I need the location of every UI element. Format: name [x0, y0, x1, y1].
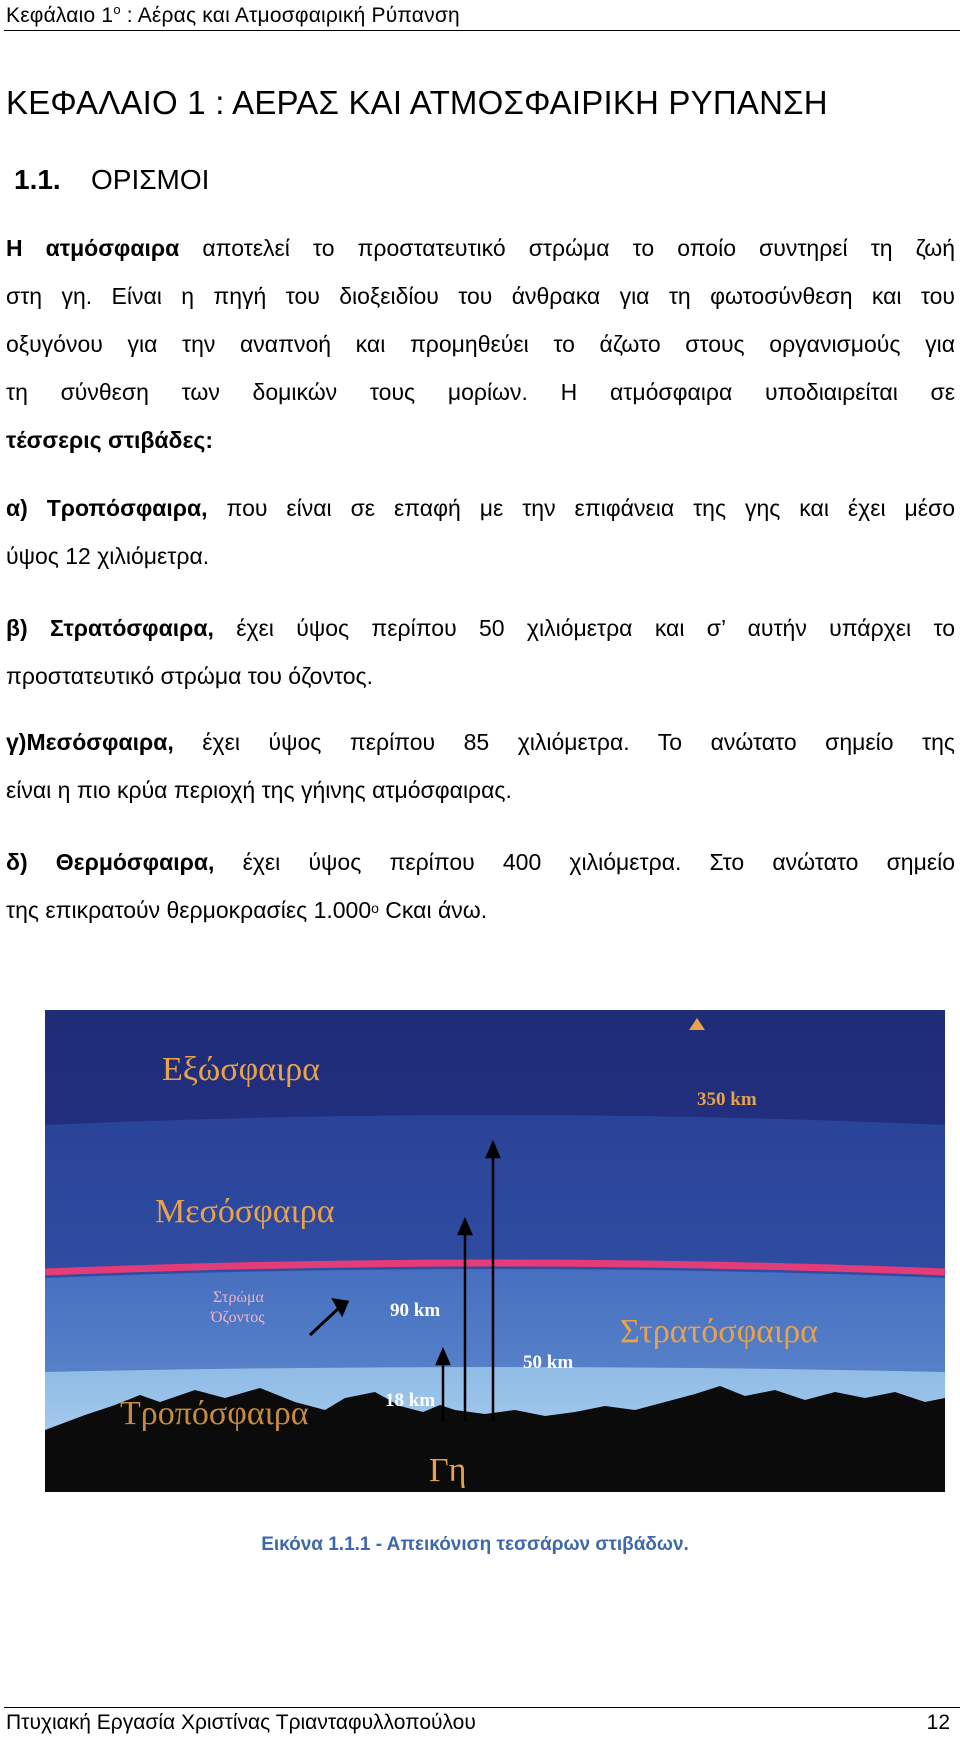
header-rule: [4, 30, 960, 31]
label-troposphere: Τροπόσφαιρα: [120, 1395, 309, 1432]
layer-line: [6, 718, 955, 766]
layer-name: δ) Θερμόσφαιρα,: [6, 849, 215, 875]
layer-text: έχει ύψος περίπου 85 χιλιόμετρα. Το ανώτατο σημείο της: [173, 729, 955, 755]
layer-line: [6, 886, 955, 934]
running-header-superscript: ο: [113, 2, 121, 17]
layer-line: [6, 484, 955, 532]
layer-text: έχει ύψος περίπου 400 χιλιόμετρα. Στο ανώτατο σημείο: [214, 849, 955, 875]
layer-line: ύψος 12 χιλιόμετρα.: [6, 543, 210, 569]
intro-bold-end: τέσσερις στιβάδες:: [6, 427, 214, 453]
footer-author: Πτυχιακή Εργασία Χριστίνας Τριανταφυλλοπούλου: [6, 1711, 476, 1734]
label-exosphere: Εξώσφαιρα: [162, 1051, 320, 1088]
running-header-text-rest: : Αέρας και Ατμοσφαιρική Ρύπανση: [120, 4, 460, 27]
footer-rule: [4, 1707, 960, 1708]
label-ozone-line1: Στρώμα: [213, 1289, 264, 1306]
atmosphere-diagram: [45, 1010, 945, 1492]
layer-line: είναι η πιο κρύα περιοχή της γήινης ατμόσφαιρας.: [6, 777, 512, 803]
label-earth: Γη: [429, 1452, 467, 1489]
layer-name: α) Τροπόσφαιρα,: [6, 495, 208, 521]
section-heading: ΟΡΙΣΜΟΙ: [91, 164, 210, 195]
layer-paragraph-troposphere: [6, 484, 955, 580]
figure-caption-text: Εικόνα 1.1.1 - Απεικόνιση τεσσάρων στιβάδων.: [261, 1534, 689, 1555]
running-header: [6, 4, 460, 28]
label-mesosphere: Μεσόσφαιρα: [155, 1193, 335, 1230]
intro-line: τη σύνθεση των δομικών τους μορίων. Η ατμόσφαιρα υποδιαιρείται σε: [6, 379, 955, 405]
label-50km: 50 km: [523, 1352, 574, 1373]
layer-name: β) Στρατόσφαιρα,: [6, 615, 214, 641]
layer-paragraph-thermosphere: [6, 838, 955, 934]
layer-paragraph-mesosphere: [6, 718, 955, 814]
layer-paragraph-stratosphere: [6, 604, 955, 700]
section-title: [14, 164, 209, 196]
intro-line: στη γη. Είναι η πηγή του διοξειδίου του άνθρακα για τη φωτοσύνθεση και του: [6, 283, 955, 309]
label-ozone-line2: Όζοντος: [211, 1309, 265, 1326]
intro-line1-rest: αποτελεί το προστατευτικό στρώμα το οποίο συντηρεί τη ζωή: [179, 235, 956, 261]
atmosphere-layers-figure: [45, 1010, 945, 1492]
figure-caption: [0, 1534, 960, 1556]
layer-line: [6, 604, 955, 652]
degree-superscript: ο: [371, 900, 379, 916]
layer-line: [6, 838, 955, 886]
layer-text: που είναι σε επαφή με την επιφάνεια της γης και έχει μέσο: [207, 495, 955, 521]
chapter-title: ΚΕΦΑΛΑΙΟ 1 : ΑΕΡΑΣ ΚΑΙ ΑΤΜΟΣΦΑΙΡΙΚΗ ΡΥΠΑΝΣΗ: [6, 84, 828, 121]
page-number: 12: [926, 1711, 950, 1734]
intro-line: οξυγόνου για την αναπνοή και προμηθεύει το άζωτο στους οργανισμούς για: [6, 331, 955, 357]
label-350km: 350 km: [697, 1089, 757, 1110]
layer-line: προστατευτικό στρώμα του όζοντος.: [6, 663, 374, 689]
label-18km: 18 km: [385, 1390, 436, 1411]
label-90km: 90 km: [390, 1300, 441, 1321]
running-header-text: Κεφάλαιο 1: [6, 4, 114, 27]
layer-text: Cκαι άνω.: [378, 897, 488, 923]
layer-name: γ)Μεσόσφαιρα,: [6, 729, 174, 755]
section-number: 1.1.: [14, 164, 61, 195]
layer-text: της επικρατούν θερμοκρασίες 1.000: [6, 897, 372, 923]
label-stratosphere: Στρατόσφαιρα: [620, 1313, 818, 1350]
layer-text: έχει ύψος περίπου 50 χιλιόμετρα και σ’ αυτήν υπάρχει το: [213, 615, 955, 641]
intro-line: [6, 224, 955, 272]
intro-bold-start: Η ατμόσφαιρα: [6, 235, 180, 261]
intro-line: [6, 416, 955, 464]
intro-paragraph: [6, 224, 955, 464]
